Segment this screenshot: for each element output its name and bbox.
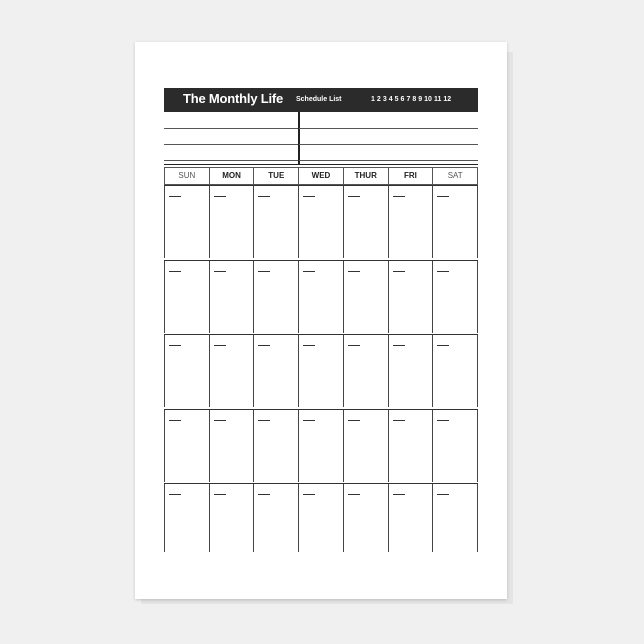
- note-line: [299, 160, 478, 161]
- date-write-line: [348, 196, 360, 197]
- date-cell: [343, 484, 388, 552]
- note-line: [164, 128, 298, 129]
- date-cell: [298, 410, 343, 482]
- date-write-line: [169, 345, 181, 346]
- date-write-line: [214, 271, 226, 272]
- date-write-line: [169, 494, 181, 495]
- date-cell: [209, 410, 254, 482]
- date-write-line: [303, 196, 315, 197]
- date-write-line: [437, 494, 449, 495]
- date-write-line: [437, 345, 449, 346]
- date-write-line: [348, 494, 360, 495]
- date-cell: [209, 484, 254, 552]
- date-cell: [432, 186, 478, 258]
- date-cell: [253, 410, 298, 482]
- date-cell: [298, 484, 343, 552]
- note-line: [299, 128, 478, 129]
- date-cell: [388, 335, 433, 407]
- date-write-line: [393, 420, 405, 421]
- calendar-grid: [164, 185, 478, 557]
- date-write-line: [393, 345, 405, 346]
- date-write-line: [437, 271, 449, 272]
- weekday-label-thur: THUR: [343, 168, 388, 184]
- notes-column-left: [164, 112, 298, 164]
- weekday-label-sat: SAT: [432, 168, 478, 184]
- date-write-line: [258, 494, 270, 495]
- month-number: 2: [376, 96, 381, 103]
- date-cell: [388, 186, 433, 258]
- weekday-label-mon: MON: [209, 168, 254, 184]
- date-cell: [388, 484, 433, 552]
- date-write-line: [393, 196, 405, 197]
- date-write-line: [214, 196, 226, 197]
- date-write-line: [169, 271, 181, 272]
- weekday-label-tue: TUE: [253, 168, 298, 184]
- date-write-line: [393, 271, 405, 272]
- date-write-line: [303, 345, 315, 346]
- month-number: 11: [433, 96, 442, 103]
- date-cell: [253, 484, 298, 552]
- month-number: 8: [412, 96, 417, 103]
- date-write-line: [258, 196, 270, 197]
- date-cell: [164, 261, 209, 333]
- notes-column-right: [299, 112, 478, 164]
- weekday-header-row: [164, 167, 478, 185]
- notepad-sheet: [135, 42, 507, 599]
- date-write-line: [303, 420, 315, 421]
- date-write-line: [258, 420, 270, 421]
- planner-subtitle: Schedule List: [296, 96, 342, 103]
- date-cell: [298, 186, 343, 258]
- planner-title: The Monthly Life: [183, 91, 284, 106]
- date-write-line: [258, 271, 270, 272]
- week-row: [164, 334, 478, 407]
- date-cell: [209, 335, 254, 407]
- date-cell: [209, 186, 254, 258]
- week-row: [164, 260, 478, 333]
- month-number: 10: [424, 96, 432, 103]
- month-number: 4: [388, 96, 393, 103]
- date-write-line: [393, 494, 405, 495]
- date-cell: [164, 335, 209, 407]
- date-write-line: [437, 196, 449, 197]
- date-cell: [343, 335, 388, 407]
- date-cell: [253, 261, 298, 333]
- week-row: [164, 185, 478, 258]
- month-number: 7: [406, 96, 411, 103]
- month-number: 6: [400, 96, 405, 103]
- date-cell: [298, 261, 343, 333]
- note-line: [299, 144, 478, 145]
- date-write-line: [348, 420, 360, 421]
- date-cell: [343, 186, 388, 258]
- date-cell: [343, 410, 388, 482]
- date-write-line: [169, 420, 181, 421]
- date-cell: [164, 410, 209, 482]
- date-write-line: [437, 420, 449, 421]
- date-cell: [164, 186, 209, 258]
- date-cell: [432, 410, 478, 482]
- date-write-line: [348, 271, 360, 272]
- date-cell: [164, 484, 209, 552]
- notes-area: [164, 112, 478, 165]
- week-row: [164, 409, 478, 482]
- date-cell: [432, 261, 478, 333]
- date-cell: [432, 484, 478, 552]
- date-cell: [388, 410, 433, 482]
- date-cell: [388, 261, 433, 333]
- date-write-line: [348, 345, 360, 346]
- weekday-label-sun: SUN: [164, 168, 209, 184]
- note-line: [164, 160, 298, 161]
- date-write-line: [214, 420, 226, 421]
- date-cell: [209, 261, 254, 333]
- note-line: [164, 144, 298, 145]
- date-cell: [298, 335, 343, 407]
- weekday-label-wed: WED: [298, 168, 343, 184]
- date-cell: [432, 335, 478, 407]
- date-cell: [253, 186, 298, 258]
- date-write-line: [214, 345, 226, 346]
- month-number: 3: [382, 96, 387, 103]
- date-write-line: [214, 494, 226, 495]
- month-number: 5: [394, 96, 399, 103]
- date-write-line: [303, 271, 315, 272]
- month-number: 12: [443, 96, 452, 103]
- date-cell: [343, 261, 388, 333]
- date-cell: [253, 335, 298, 407]
- week-row: [164, 483, 478, 552]
- date-write-line: [169, 196, 181, 197]
- weekday-label-fri: FRI: [388, 168, 433, 184]
- month-number: 9: [418, 96, 423, 103]
- date-write-line: [303, 494, 315, 495]
- month-number-list: [371, 96, 451, 103]
- date-write-line: [258, 345, 270, 346]
- month-number: 1: [371, 96, 375, 103]
- header-bar: [164, 88, 478, 112]
